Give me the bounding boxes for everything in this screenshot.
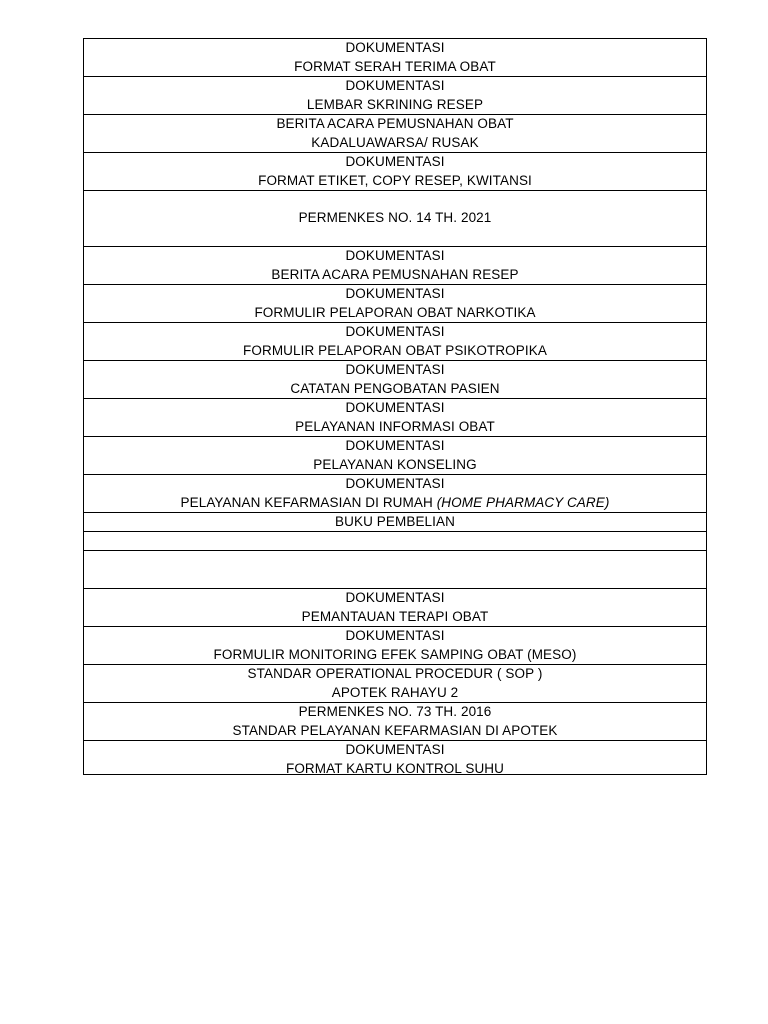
row-subtitle: CATATAN PENGOBATAN PASIEN: [290, 380, 500, 396]
row-subtitle: KADALUAWARSA/ RUSAK: [311, 134, 479, 150]
row-title: STANDAR OPERATIONAL PROCEDUR ( SOP ): [247, 665, 543, 681]
table-row: [84, 437, 706, 475]
row-subtitle: [181, 494, 610, 513]
table-row: [84, 191, 706, 247]
table-row: [84, 247, 706, 285]
row-title: DOKUMENTASI: [345, 589, 445, 605]
row-subtitle-italic: (HOME PHARMACY CARE): [436, 494, 610, 510]
table-row: [84, 703, 706, 741]
table-row: [84, 323, 706, 361]
row-title: PERMENKES NO. 73 TH. 2016: [298, 703, 492, 719]
table-row: [84, 665, 706, 703]
row-title: DOKUMENTASI: [345, 39, 445, 55]
table-row: [84, 627, 706, 665]
row-subtitle: FORMAT KARTU KONTROL SUHU: [285, 760, 505, 775]
row-subtitle: FORMAT ETIKET, COPY RESEP, KWITANSI: [258, 172, 532, 188]
table-row: [84, 399, 706, 437]
row-title: DOKUMENTASI: [345, 437, 445, 453]
row-title: DOKUMENTASI: [345, 742, 445, 757]
row-title: DOKUMENTASI: [345, 399, 445, 415]
row-title: DOKUMENTASI: [345, 77, 445, 93]
table-row: [84, 513, 706, 532]
table-row: [84, 589, 706, 627]
row-title: BERITA ACARA PEMUSNAHAN OBAT: [276, 115, 514, 131]
row-subtitle: PELAYANAN INFORMASI OBAT: [295, 418, 495, 434]
label-table: [83, 38, 707, 775]
row-subtitle: PEMANTAUAN TERAPI OBAT: [301, 608, 489, 624]
row-title: BUKU PEMBELIAN: [335, 513, 455, 529]
row-subtitle: LEMBAR SKRINING RESEP: [306, 96, 484, 112]
row-title: DOKUMENTASI: [345, 285, 445, 301]
row-subtitle: FORMULIR MONITORING EFEK SAMPING OBAT (MESO): [213, 646, 577, 662]
row-subtitle: FORMULIR PELAPORAN OBAT NARKOTIKA: [254, 304, 536, 320]
row-title: DOKUMENTASI: [345, 247, 445, 263]
table-row: [84, 285, 706, 323]
row-subtitle: BERITA ACARA PEMUSNAHAN RESEP: [271, 266, 519, 282]
row-title: PERMENKES NO. 14 TH. 2021: [298, 210, 492, 226]
table-row: [84, 39, 706, 77]
table-row: [84, 77, 706, 115]
empty-row: [84, 551, 706, 589]
empty-row: [84, 532, 706, 551]
table-row: [84, 741, 706, 775]
row-subtitle-main: PELAYANAN KEFARMASIAN DI RUMAH: [180, 494, 433, 510]
row-title: DOKUMENTASI: [345, 323, 445, 339]
table-row: [84, 115, 706, 153]
row-subtitle: FORMULIR PELAPORAN OBAT PSIKOTROPIKA: [243, 342, 547, 358]
table-row: [84, 361, 706, 399]
row-title: DOKUMENTASI: [345, 361, 445, 377]
row-subtitle: FORMAT SERAH TERIMA OBAT: [294, 58, 496, 74]
table-row: [84, 475, 706, 513]
row-title: DOKUMENTASI: [345, 153, 445, 169]
row-subtitle: STANDAR PELAYANAN KEFARMASIAN DI APOTEK: [232, 722, 558, 738]
table-row: [84, 153, 706, 191]
row-subtitle: PELAYANAN KONSELING: [313, 456, 477, 472]
row-title: DOKUMENTASI: [345, 475, 445, 491]
row-title: DOKUMENTASI: [345, 627, 445, 643]
row-subtitle: APOTEK RAHAYU 2: [331, 684, 459, 700]
